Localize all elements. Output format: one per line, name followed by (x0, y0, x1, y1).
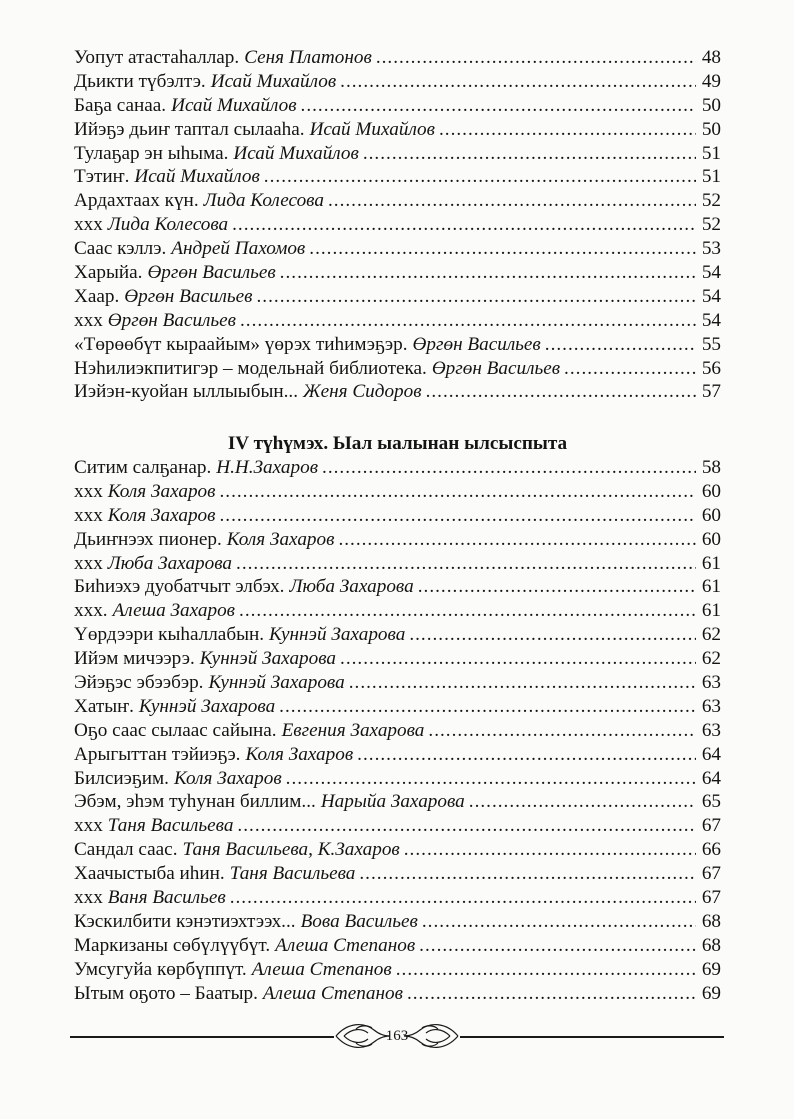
entry-title: Эбэм, эһэм туһунан биллим... (74, 791, 316, 813)
entry-title: Нэһилиэкпитигэр – модельнай библиотека. (74, 357, 427, 379)
entry-page-number: 54 (701, 309, 721, 331)
entry-title: Ардахтаах күн. (74, 190, 199, 212)
entry-title: Ийэм мичээрэ. (74, 648, 195, 670)
toc-entry (74, 552, 721, 576)
entry-author: Таня Васильева (229, 863, 356, 885)
dot-leader (219, 504, 696, 528)
entry-author: Ваня Васильев (107, 887, 226, 909)
dot-leader (286, 767, 696, 791)
dot-leader (439, 118, 696, 142)
page-number: 163 (385, 1028, 409, 1044)
entry-title: Дьиҥнээх пионер. (74, 528, 222, 550)
dot-leader (257, 285, 697, 309)
entry-author: Исай Михайлов (134, 166, 260, 188)
entry-author: Евгения Захарова (281, 719, 425, 741)
dot-leader (338, 528, 696, 552)
toc-entry (74, 695, 721, 719)
entry-author: Куннэй Захарова (269, 624, 406, 646)
entry-author: Сеня Платонов (244, 47, 372, 68)
entry-author: Өргөн Васильев (124, 285, 253, 307)
entry-page-number: 51 (701, 142, 721, 164)
entry-page-number: 60 (701, 504, 721, 526)
entry-title: Хаачыстыба иһин. (74, 863, 225, 885)
toc-section-1 (74, 46, 721, 404)
toc-section-2 (74, 456, 721, 1005)
entry-title: Үөрдээри кыһаллабын. (74, 624, 265, 646)
entry-author: Исай Михайлов (233, 142, 359, 164)
entry-page-number: 55 (701, 333, 721, 355)
entry-page-number: 62 (701, 648, 721, 670)
dot-leader (407, 982, 696, 1006)
entry-page-number: 69 (701, 958, 721, 980)
toc-entry (74, 767, 721, 791)
entry-title: Хаар. (74, 285, 120, 307)
dot-leader (376, 46, 696, 70)
entry-page-number: 54 (701, 285, 721, 307)
toc-entry (74, 934, 721, 958)
entry-author: Коля Захаров (226, 528, 335, 550)
toc-entry (74, 94, 721, 118)
entry-title: Биһиэхэ дуобатчыт элбэх. (74, 576, 285, 598)
entry-page-number: 63 (701, 695, 721, 717)
entry-author: Таня Васильева, К.Захаров (182, 839, 400, 861)
entry-author: Алеша Степанов (251, 958, 392, 980)
dot-leader (418, 575, 696, 599)
dot-leader (301, 94, 696, 118)
entry-page-number: 67 (701, 815, 721, 837)
entry-page-number: 60 (701, 528, 721, 550)
entry-author: Коля Захаров (107, 504, 216, 526)
entry-title: Оҕо саас сылаас сайына. (74, 719, 277, 741)
toc-entry (74, 456, 721, 480)
entry-page-number: 53 (701, 238, 721, 260)
entry-title: Тулаҕар эн ыһыма. (74, 142, 229, 164)
entry-page-number: 48 (701, 47, 721, 68)
toc-entry (74, 838, 721, 862)
entry-title: ххх (74, 480, 103, 502)
toc-entry (74, 46, 721, 70)
entry-title: Билсиэҕим. (74, 767, 169, 789)
entry-author: Лида Колесова (107, 214, 229, 236)
toc-entry (74, 118, 721, 142)
entry-title: Умсугуйа көрбүппүт. (74, 958, 247, 980)
entry-author: Исай Михайлов (171, 94, 297, 116)
section-heading: IV түһүмэх. Ыал ыалынан ылсыспыта (227, 433, 568, 454)
entry-author: Лида Колесова (203, 190, 324, 212)
dot-leader (322, 456, 696, 480)
entry-page-number: 50 (701, 94, 721, 116)
entry-author: Вова Васильев (300, 910, 418, 932)
dot-leader (357, 743, 696, 767)
toc-entry (74, 333, 721, 357)
toc-entry (74, 886, 721, 910)
entry-title: Иэйэн-куойан ыллыыбын... (74, 381, 299, 403)
toc-entry (74, 790, 721, 814)
dot-leader (232, 213, 696, 237)
page-footer (70, 1016, 724, 1056)
entry-author: Исай Михайлов (210, 70, 337, 92)
dot-leader (237, 814, 696, 838)
dot-leader (469, 790, 696, 814)
dot-leader (422, 910, 696, 934)
entry-page-number: 61 (701, 600, 721, 622)
toc-entry (74, 237, 721, 261)
entry-page-number: 58 (701, 457, 721, 478)
dot-leader (340, 70, 696, 94)
entry-page-number: 67 (701, 863, 721, 885)
dot-leader (419, 934, 696, 958)
entry-author: Женя Сидоров (303, 381, 422, 403)
entry-author: Исай Михайлов (309, 118, 435, 140)
toc-entry (74, 623, 721, 647)
dot-leader (219, 480, 696, 504)
toc-entry (74, 814, 721, 838)
entry-title: Дьикти түбэлтэ. (74, 70, 206, 92)
entry-page-number: 68 (701, 934, 721, 956)
toc-entry (74, 309, 721, 333)
entry-author: Люба Захарова (107, 552, 233, 574)
entry-title: «Төрөөбүт кыраайым» үөрэх тиһимэҕэр. (74, 333, 408, 355)
entry-title: Ситим салҕанар. (74, 457, 212, 478)
entry-title: Харыйа. (74, 262, 143, 284)
entry-title: Ийэҕэ дьиҥ таптал сылааһа. (74, 118, 305, 140)
toc-entry (74, 189, 721, 213)
entry-title: Тэтиҥ. (74, 166, 130, 188)
dot-leader (359, 862, 696, 886)
dot-leader (309, 237, 696, 261)
entry-page-number: 63 (701, 719, 721, 741)
entry-author: Куннэй Захарова (199, 648, 337, 670)
entry-title: Саас кэллэ. (74, 238, 167, 260)
entry-title: Арыгыттан тэйиэҕэ. (74, 743, 241, 765)
dot-leader (404, 838, 696, 862)
entry-author: Нарыйа Захарова (320, 791, 465, 813)
entry-page-number: 61 (701, 576, 721, 598)
toc-entry (74, 958, 721, 982)
entry-title: ххх (74, 552, 103, 574)
toc-entry (74, 142, 721, 166)
entry-page-number: 50 (701, 118, 721, 140)
toc-entry (74, 910, 721, 934)
entry-title: ххх (74, 887, 103, 909)
entry-title: ххх. (74, 600, 108, 622)
entry-title: ххх (74, 214, 103, 236)
dot-leader (363, 142, 696, 166)
entry-page-number: 52 (701, 190, 721, 212)
entry-title: Кэскилбити кэнэтиэхтээх... (74, 910, 296, 932)
entry-author: Н.Н.Захаров (216, 457, 319, 478)
entry-page-number: 68 (701, 910, 721, 932)
entry-title: Баҕа санаа. (74, 94, 167, 116)
dot-leader (545, 333, 696, 357)
dot-leader (236, 552, 696, 576)
entry-title: Маркизаны сөбүлүүбүт. (74, 934, 271, 956)
toc-entry (74, 647, 721, 671)
dot-leader (396, 958, 696, 982)
toc-entry (74, 285, 721, 309)
dot-leader (428, 719, 696, 743)
toc-entry (74, 575, 721, 599)
entry-author: Өргөн Васильев (147, 262, 276, 284)
entry-author: Таня Васильева (107, 815, 234, 837)
toc-entry (74, 357, 721, 381)
entry-page-number: 60 (701, 480, 721, 502)
entry-page-number: 51 (701, 166, 721, 188)
entry-author: Алеша Захаров (112, 600, 236, 622)
entry-title: Сандал саас. (74, 839, 178, 861)
toc-entry (74, 743, 721, 767)
dot-leader (279, 695, 696, 719)
toc-entry (74, 480, 721, 504)
toc-entry (74, 504, 721, 528)
entry-author: Алеша Степанов (262, 982, 403, 1004)
toc-entry (74, 719, 721, 743)
entry-page-number: 61 (701, 552, 721, 574)
entry-page-number: 49 (701, 70, 721, 92)
toc-entry (74, 599, 721, 623)
entry-page-number: 54 (701, 262, 721, 284)
entry-author: Коля Захаров (245, 743, 354, 765)
entry-title: Уопут атастаһаллар. (74, 47, 240, 68)
dot-leader (230, 886, 696, 910)
entry-title: ххх (74, 504, 103, 526)
entry-page-number: 57 (701, 381, 721, 403)
toc-entry (74, 165, 721, 189)
dot-leader (239, 599, 696, 623)
entry-author: Өргөн Васильев (107, 309, 236, 331)
dot-leader (240, 309, 696, 333)
dot-leader (264, 165, 696, 189)
entry-author: Өргөн Васильев (431, 357, 561, 379)
toc-entry (74, 528, 721, 552)
entry-page-number: 66 (701, 839, 721, 861)
entry-page-number: 65 (701, 791, 721, 813)
entry-title: Ытым оҕото – Баатыр. (74, 982, 258, 1004)
entry-author: Куннэй Захарова (208, 672, 345, 694)
toc-entry (74, 982, 721, 1006)
entry-page-number: 63 (701, 672, 721, 694)
entry-author: Алеша Степанов (275, 934, 416, 956)
entry-page-number: 64 (701, 743, 721, 765)
entry-author: Коля Захаров (107, 480, 216, 502)
entry-title: Хатыҥ. (74, 695, 134, 717)
dot-leader (328, 189, 696, 213)
entry-page-number: 52 (701, 214, 721, 236)
entry-author: Өргөн Васильев (412, 333, 541, 355)
toc-entry (74, 380, 721, 404)
entry-page-number: 69 (701, 982, 721, 1004)
dot-leader (409, 623, 696, 647)
entry-author: Андрей Пахомов (171, 238, 306, 260)
toc-entry (74, 862, 721, 886)
toc-entry (74, 70, 721, 94)
entry-author: Люба Захарова (289, 576, 414, 598)
toc-entry (74, 213, 721, 237)
toc-entry (74, 261, 721, 285)
entry-page-number: 64 (701, 767, 721, 789)
dot-leader (340, 647, 696, 671)
dot-leader (426, 380, 696, 404)
entry-page-number: 67 (701, 887, 721, 909)
dot-leader (349, 671, 696, 695)
dot-leader (280, 261, 696, 285)
entry-title: ххх (74, 815, 103, 837)
entry-page-number: 56 (701, 357, 721, 379)
entry-author: Куннэй Захарова (138, 695, 276, 717)
toc-entry (74, 671, 721, 695)
entry-title: Эйэҕэс эбээбэр. (74, 672, 204, 694)
entry-title: ххх (74, 309, 103, 331)
dot-leader (564, 357, 696, 381)
entry-page-number: 62 (701, 624, 721, 646)
entry-author: Коля Захаров (173, 767, 282, 789)
